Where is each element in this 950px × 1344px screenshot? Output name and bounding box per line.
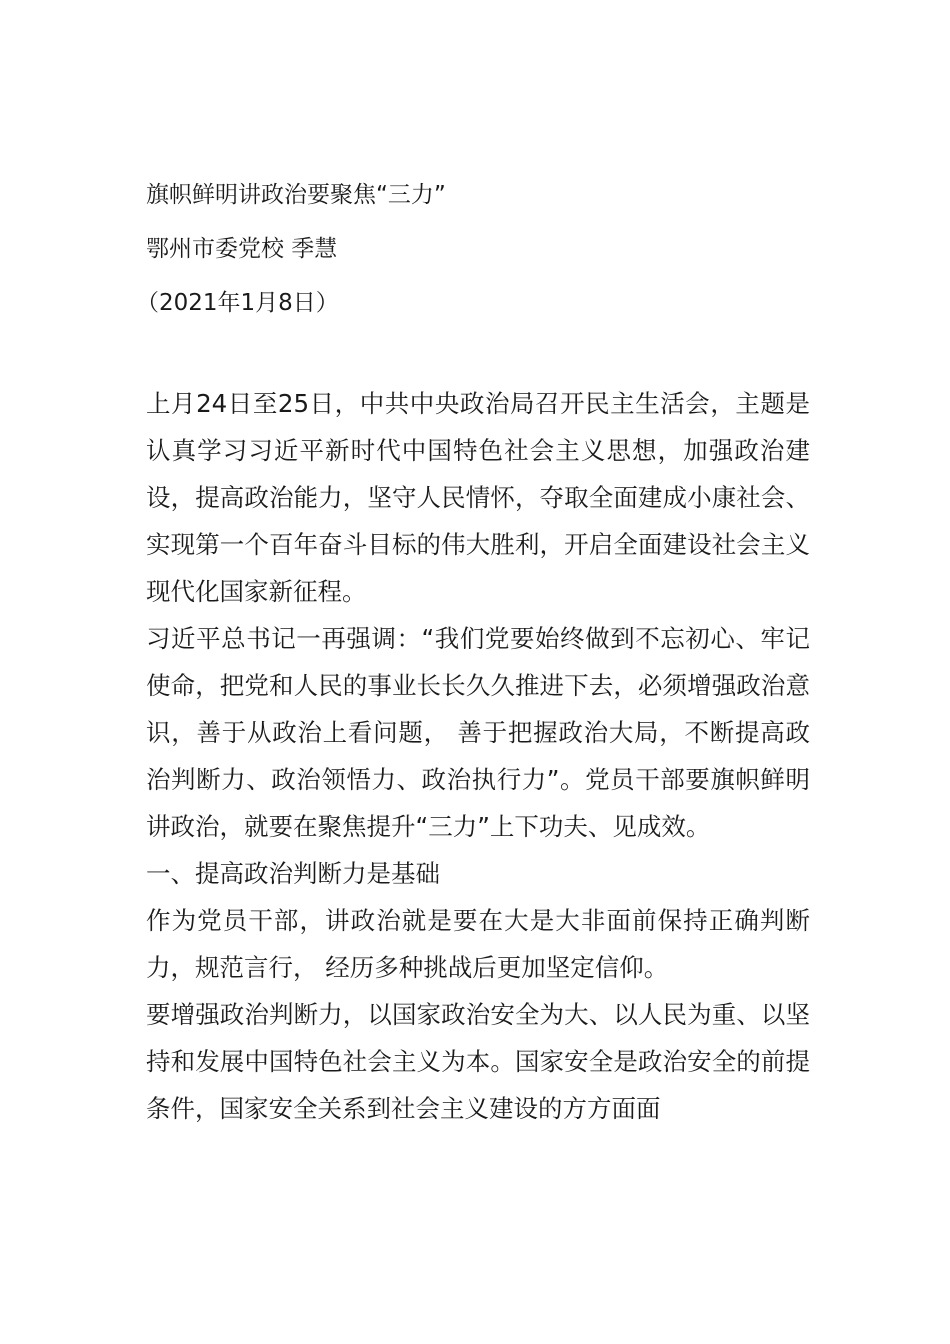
- document-body: [146, 380, 810, 1132]
- section-heading-1: 一、提高政治判断力是基础: [146, 859, 440, 888]
- document-author: 鄂州市委党校 季慧: [146, 236, 338, 262]
- document-title: 旗帜鲜明讲政治要聚焦“三力”: [146, 182, 446, 208]
- document-date: （2021年1月8日）: [136, 290, 339, 316]
- paragraph-intro: 上月24日至25日，中共中央政治局召开民主生活会，主题是认真学习习近平新时代中国特色社会主义思想，加强政治建设，提高政治能力，坚守人民情怀，夺取全面建成小康社会、实现第一个百年奋斗目标的伟大胜利，开启全面建设社会主义现代化国家新征程。: [146, 389, 810, 606]
- paragraph-section-1b: 要增强政治判断力，以国家政治安全为大、以人民为重、以坚持和发展中国特色社会主义为本。国家安全是政治安全的前提条件，国家安全关系到社会主义建设的方方面面: [146, 1000, 810, 1123]
- paragraph-section-1a: 作为党员干部，讲政治就是要在大是大非面前保持正确判断力，规范言行， 经历多种挑战后更加坚定信仰。: [146, 906, 810, 982]
- document-header: [136, 182, 810, 344]
- paragraph-quote: 习近平总书记一再强调：“我们党要始终做到不忘初心、牢记使命，把党和人民的事业长长久久推进下去，必须增强政治意识，善于从政治上看问题， 善于把握政治大局，不断提高政治判断力、政治领悟力、政治执行力”。党员干部要旗帜鲜明讲政治，就要在聚焦提升“三力”上下功夫、见成效。: [146, 624, 810, 841]
